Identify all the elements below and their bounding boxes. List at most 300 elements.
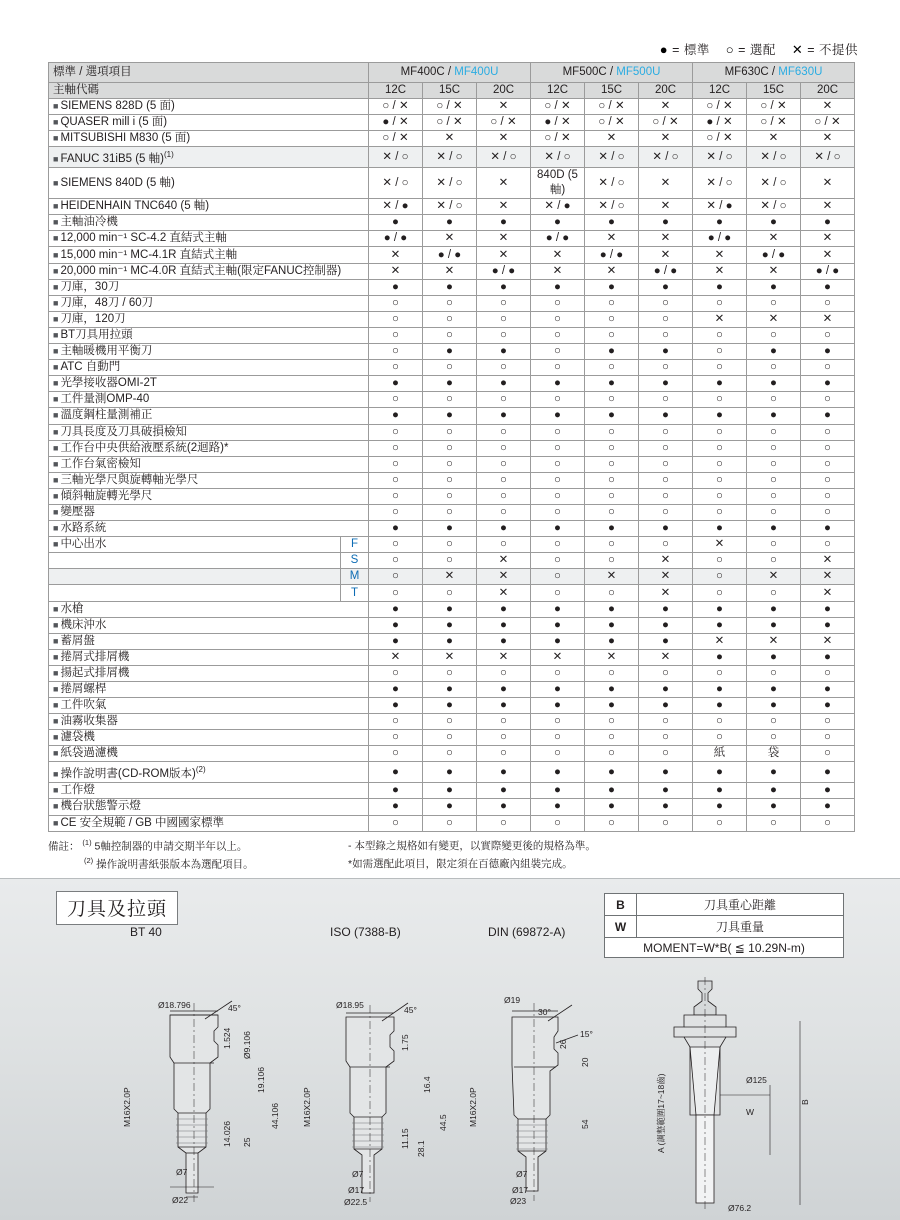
cell-37-2: ○	[477, 714, 531, 730]
cell-19-4: ○	[585, 424, 639, 440]
cell-28-7: ✕	[747, 569, 801, 585]
cell-25-0: ●	[369, 521, 423, 537]
cell-16-3: ●	[531, 376, 585, 392]
cell-2-5: ✕	[639, 131, 693, 147]
cell-26-0: ○	[369, 537, 423, 553]
cell-32-1: ●	[423, 633, 477, 649]
cell-16-4: ●	[585, 376, 639, 392]
cell-28-0: ○	[369, 569, 423, 585]
cell-5-5: ✕	[639, 199, 693, 215]
label-bt40: BT 40	[130, 925, 162, 939]
cell-14-1: ●	[423, 344, 477, 360]
cell-9-5: ● / ●	[639, 263, 693, 279]
cell-40-7: ●	[747, 762, 801, 783]
cell-42-5: ●	[639, 799, 693, 815]
cell-20-4: ○	[585, 440, 639, 456]
table-row	[49, 424, 855, 440]
cell-15-6: ○	[693, 360, 747, 376]
cell-4-0: ✕ / ○	[369, 168, 423, 199]
cell-19-1: ○	[423, 424, 477, 440]
table-row	[49, 360, 855, 376]
cell-42-8: ●	[801, 799, 855, 815]
row-label-text: 三軸光學尺與旋轉軸光學尺	[60, 473, 199, 486]
cell-2-8: ✕	[801, 131, 855, 147]
cell-27-2: ✕	[477, 553, 531, 569]
cell-32-2: ●	[477, 633, 531, 649]
row-label: ■ 主軸暖機用平衡刀	[49, 344, 369, 360]
cell-16-8: ●	[801, 376, 855, 392]
legend-option-symbol: ○	[725, 42, 735, 57]
cell-28-3: ○	[531, 569, 585, 585]
cell-15-4: ○	[585, 360, 639, 376]
cell-27-6: ○	[693, 553, 747, 569]
cell-9-4: ✕	[585, 263, 639, 279]
table-row	[49, 376, 855, 392]
cell-2-7: ✕	[747, 131, 801, 147]
row-label: ■ 15,000 min⁻¹ MC-4.1R 直結式主軸	[49, 247, 369, 263]
cell-28-4: ✕	[585, 569, 639, 585]
cell-8-5: ✕	[639, 247, 693, 263]
cell-31-6: ●	[693, 617, 747, 633]
cell-11-0: ○	[369, 295, 423, 311]
cell-25-6: ●	[693, 521, 747, 537]
cell-1-5: ○ / ✕	[639, 115, 693, 131]
cell-37-8: ○	[801, 714, 855, 730]
row-label: ■ 中心出水	[49, 537, 341, 553]
row-label: ■ FANUC 31iB5 (5 軸)$^{(1)}$	[49, 147, 369, 168]
cell-13-4: ○	[585, 327, 639, 343]
legend-option-label: = 選配	[738, 43, 776, 57]
notes-label: 備註：	[48, 840, 80, 853]
header-option-col: 標準 / 選項項目	[49, 63, 369, 83]
cell-27-7: ○	[747, 553, 801, 569]
row-label-text: 工作台中央供給液壓系統(2迴路)*	[60, 441, 229, 454]
row-label: ■ 水路系統	[49, 521, 369, 537]
cell-1-3: ● / ✕	[531, 115, 585, 131]
cell-33-3: ✕	[531, 649, 585, 665]
dim-din-d17: Ø17	[512, 1185, 529, 1195]
cell-24-4: ○	[585, 504, 639, 520]
cell-7-6: ● / ●	[693, 231, 747, 247]
cell-39-4: ○	[585, 746, 639, 762]
cell-33-6: ●	[693, 649, 747, 665]
row-label: ■ 刀庫，48刀 / 60刀	[49, 295, 369, 311]
dim-iso-left-angle: 45°	[228, 1003, 241, 1013]
cell-14-2: ●	[477, 344, 531, 360]
row-label-sup: (2)	[195, 765, 206, 775]
row-label-text: 油霧收集器	[60, 715, 118, 728]
label-iso: ISO (7388-B)	[330, 925, 401, 939]
cell-37-6: ○	[693, 714, 747, 730]
cell-36-5: ●	[639, 698, 693, 714]
dim-iso-right-164: 16.4	[422, 1076, 432, 1093]
cell-2-3: ○ / ✕	[531, 131, 585, 147]
cell-10-1: ●	[423, 279, 477, 295]
row-label-text: 機台狀態警示燈	[60, 800, 141, 813]
cell-6-1: ●	[423, 215, 477, 231]
dim-iso-right-d17: Ø17	[348, 1185, 365, 1195]
row-label-text: 15,000 min⁻¹ MC-4.1R 直結式主軸	[60, 248, 238, 261]
cell-8-6: ✕	[693, 247, 747, 263]
cell-27-8: ✕	[801, 553, 855, 569]
cell-43-8: ○	[801, 815, 855, 831]
legend-na-label: = 不提供	[807, 43, 858, 57]
cell-18-5: ●	[639, 408, 693, 424]
cell-1-4: ○ / ✕	[585, 115, 639, 131]
cell-11-1: ○	[423, 295, 477, 311]
table-row	[49, 488, 855, 504]
moment-w-value: 刀具重量	[637, 916, 844, 938]
row-label-text: 主軸油冷機	[60, 216, 118, 229]
cell-36-4: ●	[585, 698, 639, 714]
cell-28-8: ✕	[801, 569, 855, 585]
row-label-text: 濾袋機	[60, 731, 95, 744]
cell-12-0: ○	[369, 311, 423, 327]
header-size-3: 12C	[531, 83, 585, 99]
cell-34-4: ○	[585, 665, 639, 681]
cell-38-8: ○	[801, 730, 855, 746]
note-2-text: 操作說明書紙張版本為選配項目。	[96, 858, 254, 870]
table-row	[49, 553, 855, 569]
row-label-text: 12,000 min⁻¹ SC-4.2 直結式主軸	[60, 232, 227, 245]
table-row	[49, 649, 855, 665]
dim-iso-right-d225: Ø22.5	[344, 1197, 368, 1207]
moment-w-key: W	[605, 916, 637, 938]
cell-38-6: ○	[693, 730, 747, 746]
cell-28-1: ✕	[423, 569, 477, 585]
cell-19-5: ○	[639, 424, 693, 440]
cell-42-2: ●	[477, 799, 531, 815]
cell-36-6: ●	[693, 698, 747, 714]
cell-24-2: ○	[477, 504, 531, 520]
cell-34-6: ○	[693, 665, 747, 681]
cell-35-3: ●	[531, 682, 585, 698]
cell-35-7: ●	[747, 682, 801, 698]
cell-31-1: ●	[423, 617, 477, 633]
cell-40-2: ●	[477, 762, 531, 783]
cell-10-8: ●	[801, 279, 855, 295]
cell-38-4: ○	[585, 730, 639, 746]
cell-8-2: ✕	[477, 247, 531, 263]
drawing-iso-right	[290, 997, 480, 1207]
cell-17-3: ○	[531, 392, 585, 408]
cell-23-0: ○	[369, 488, 423, 504]
cell-32-7: ✕	[747, 633, 801, 649]
legend-na-symbol: ✕	[791, 42, 804, 57]
table-header-row-1	[49, 63, 855, 83]
cell-38-1: ○	[423, 730, 477, 746]
cell-29-1: ○	[423, 585, 477, 601]
cell-24-6: ○	[693, 504, 747, 520]
cell-14-5: ●	[639, 344, 693, 360]
cell-36-2: ●	[477, 698, 531, 714]
cell-13-8: ○	[801, 327, 855, 343]
cell-30-4: ●	[585, 601, 639, 617]
cell-22-1: ○	[423, 472, 477, 488]
cell-25-1: ●	[423, 521, 477, 537]
cell-14-0: ○	[369, 344, 423, 360]
row-label: ■ 溫度鋼柱量測補正	[49, 408, 369, 424]
cell-10-2: ●	[477, 279, 531, 295]
cell-21-8: ○	[801, 456, 855, 472]
row-label: ■ 濾袋機	[49, 730, 369, 746]
cell-18-8: ●	[801, 408, 855, 424]
cell-7-8: ✕	[801, 231, 855, 247]
header-group-mf500	[531, 63, 693, 83]
row-label-text: 蓄屑盤	[60, 634, 95, 647]
cell-3-0: ✕ / ○	[369, 147, 423, 168]
row-label-text: 水路系統	[60, 522, 107, 535]
header-size-2: 20C	[477, 83, 531, 99]
note-right-2: *如需選配此項目，限定須在百德廠內組裝完成。	[348, 857, 573, 870]
cell-38-7: ○	[747, 730, 801, 746]
cell-13-1: ○	[423, 327, 477, 343]
table-row	[49, 147, 855, 168]
cell-22-2: ○	[477, 472, 531, 488]
cell-43-0: ○	[369, 815, 423, 831]
table-row	[49, 231, 855, 247]
cell-41-5: ●	[639, 783, 693, 799]
cell-32-5: ●	[639, 633, 693, 649]
cell-38-5: ○	[639, 730, 693, 746]
cell-32-8: ✕	[801, 633, 855, 649]
row-label: ■ QUASER mill i (5 面)	[49, 115, 369, 131]
cell-8-8: ✕	[801, 247, 855, 263]
cell-36-7: ●	[747, 698, 801, 714]
notes-block	[48, 838, 596, 871]
cell-23-6: ○	[693, 488, 747, 504]
spec-table-body	[49, 99, 855, 832]
cell-31-5: ●	[639, 617, 693, 633]
cell-0-1: ○ / ✕	[423, 99, 477, 115]
row-label-text: 操作說明書(CD-ROM版本)	[60, 768, 196, 781]
table-row	[49, 115, 855, 131]
row-label: ■ 水槍	[49, 601, 369, 617]
header-size-6: 12C	[693, 83, 747, 99]
cell-5-0: ✕ / ●	[369, 199, 423, 215]
cell-36-1: ●	[423, 698, 477, 714]
cell-15-8: ○	[801, 360, 855, 376]
cell-21-0: ○	[369, 456, 423, 472]
cell-30-6: ●	[693, 601, 747, 617]
row-label-text: FANUC 31iB5 (5 軸)	[60, 153, 164, 166]
row-label-text: 紙袋過濾機	[60, 747, 118, 760]
cell-15-0: ○	[369, 360, 423, 376]
dim-din-26: 26	[558, 1039, 568, 1049]
cell-42-0: ●	[369, 799, 423, 815]
dim-iso-left-thread: M16X2.0P	[122, 1087, 132, 1127]
cell-20-6: ○	[693, 440, 747, 456]
row-label-text: 溫度鋼柱量測補正	[60, 409, 153, 422]
cell-0-8: ✕	[801, 99, 855, 115]
cell-5-8: ✕	[801, 199, 855, 215]
note-left-1	[48, 838, 348, 854]
cell-14-8: ●	[801, 344, 855, 360]
cell-7-0: ● / ●	[369, 231, 423, 247]
cell-5-1: ✕ / ○	[423, 199, 477, 215]
row-label: ■ 油霧收集器	[49, 714, 369, 730]
table-row	[49, 327, 855, 343]
row-label: ■ ATC 自動門	[49, 360, 369, 376]
cell-9-7: ✕	[747, 263, 801, 279]
cell-21-3: ○	[531, 456, 585, 472]
cell-35-0: ●	[369, 682, 423, 698]
cell-11-2: ○	[477, 295, 531, 311]
row-label: ■ 刀具長度及刀具破損檢知	[49, 424, 369, 440]
row-label-text: 20,000 min⁻¹ MC-4.0R 直結式主軸(限定FANUC控制器)	[60, 264, 342, 277]
cell-30-8: ●	[801, 601, 855, 617]
row-label: ■ HEIDENHAIN TNC640 (5 軸)	[49, 199, 369, 215]
cell-19-8: ○	[801, 424, 855, 440]
cell-1-6: ● / ✕	[693, 115, 747, 131]
cell-23-8: ○	[801, 488, 855, 504]
cell-25-7: ●	[747, 521, 801, 537]
cell-17-6: ○	[693, 392, 747, 408]
cell-40-8: ●	[801, 762, 855, 783]
cell-26-7: ○	[747, 537, 801, 553]
dim-iso-left-d7: Ø7	[176, 1167, 188, 1177]
cell-0-2: ✕	[477, 99, 531, 115]
cell-41-4: ●	[585, 783, 639, 799]
row-label: ■ 光學接收器OMI-2T	[49, 376, 369, 392]
row-sub-code: F	[341, 537, 369, 553]
cell-16-2: ●	[477, 376, 531, 392]
row-label: ■ 刀庫，30刀	[49, 279, 369, 295]
row-label-text: 變壓器	[60, 506, 95, 519]
cell-3-4: ✕ / ○	[585, 147, 639, 168]
cell-17-4: ○	[585, 392, 639, 408]
cell-14-4: ●	[585, 344, 639, 360]
moment-row-b	[605, 894, 844, 916]
row-label-text: QUASER mill i (5 面)	[60, 116, 168, 129]
cell-18-0: ●	[369, 408, 423, 424]
moment-b-key: B	[605, 894, 637, 916]
cell-13-2: ○	[477, 327, 531, 343]
row-label-text: MITSUBISHI M830 (5 面)	[60, 132, 191, 145]
cell-20-1: ○	[423, 440, 477, 456]
cell-4-5: ✕	[639, 168, 693, 199]
cell-22-6: ○	[693, 472, 747, 488]
cell-8-0: ✕	[369, 247, 423, 263]
cell-39-0: ○	[369, 746, 423, 762]
cell-39-8: ○	[801, 746, 855, 762]
cell-12-7: ✕	[747, 311, 801, 327]
cell-21-4: ○	[585, 456, 639, 472]
table-row	[49, 344, 855, 360]
row-label: ■ SIEMENS 840D (5 軸)	[49, 168, 369, 199]
cell-10-4: ●	[585, 279, 639, 295]
table-row	[49, 521, 855, 537]
row-label: ■ MITSUBISHI M830 (5 面)	[49, 131, 369, 147]
cell-10-3: ●	[531, 279, 585, 295]
dim-iso-left-19106: 19.106	[256, 1067, 266, 1093]
row-label: ■ 蓄屑盤	[49, 633, 369, 649]
row-label: ■ 機台狀態警示燈	[49, 799, 369, 815]
cell-8-4: ● / ●	[585, 247, 639, 263]
cell-5-6: ✕ / ●	[693, 199, 747, 215]
moment-table	[604, 893, 844, 958]
table-row	[49, 311, 855, 327]
cell-21-2: ○	[477, 456, 531, 472]
row-label: ■ CE 安全規範 / GB 中國國家標準	[49, 815, 369, 831]
row-label: ■ 變壓器	[49, 504, 369, 520]
row-label	[49, 553, 341, 569]
header-group-mf630-c: MF630C	[724, 66, 769, 78]
row-label-text: 工件量測OMP-40	[60, 393, 150, 406]
row-label-text: 工作台氣密檢知	[60, 457, 141, 470]
cell-30-7: ●	[747, 601, 801, 617]
cell-16-6: ●	[693, 376, 747, 392]
cell-9-1: ✕	[423, 263, 477, 279]
cell-19-0: ○	[369, 424, 423, 440]
cell-20-7: ○	[747, 440, 801, 456]
cell-25-5: ●	[639, 521, 693, 537]
drawing-din	[460, 991, 650, 1206]
row-label-text: 傾斜軸旋轉光學尺	[60, 489, 153, 502]
cell-22-0: ○	[369, 472, 423, 488]
cell-12-3: ○	[531, 311, 585, 327]
cell-32-4: ●	[585, 633, 639, 649]
cell-25-4: ●	[585, 521, 639, 537]
cell-42-1: ●	[423, 799, 477, 815]
cell-21-1: ○	[423, 456, 477, 472]
table-row	[49, 168, 855, 199]
cell-30-3: ●	[531, 601, 585, 617]
cell-36-3: ●	[531, 698, 585, 714]
cell-29-4: ○	[585, 585, 639, 601]
row-label: ■ 主軸油冷機	[49, 215, 369, 231]
row-label: ■ SIEMENS 828D (5 面)	[49, 99, 369, 115]
row-sub-code: M	[341, 569, 369, 585]
cell-10-5: ●	[639, 279, 693, 295]
cell-42-3: ●	[531, 799, 585, 815]
table-row	[49, 392, 855, 408]
cell-28-6: ○	[693, 569, 747, 585]
table-row	[49, 665, 855, 681]
cell-0-3: ○ / ✕	[531, 99, 585, 115]
cell-24-5: ○	[639, 504, 693, 520]
tooling-section-title: 刀具及拉頭	[56, 891, 178, 925]
header-size-7: 15C	[747, 83, 801, 99]
cell-33-4: ✕	[585, 649, 639, 665]
cell-2-2: ✕	[477, 131, 531, 147]
cell-29-7: ○	[747, 585, 801, 601]
cell-13-0: ○	[369, 327, 423, 343]
note-row-1	[48, 838, 596, 854]
header-group-mf400-u: MF400U	[454, 66, 499, 78]
cell-15-5: ○	[639, 360, 693, 376]
cell-11-4: ○	[585, 295, 639, 311]
note-row-2	[48, 856, 596, 872]
cell-25-3: ●	[531, 521, 585, 537]
dim-iso-right-445: 44.5	[438, 1114, 448, 1131]
note-1-sup: (1)	[82, 838, 92, 847]
cell-15-2: ○	[477, 360, 531, 376]
cell-23-5: ○	[639, 488, 693, 504]
cell-21-7: ○	[747, 456, 801, 472]
row-label	[49, 585, 341, 601]
dim-iso-right-thread: M16X2.0P	[302, 1087, 312, 1127]
cell-30-2: ●	[477, 601, 531, 617]
cell-13-6: ○	[693, 327, 747, 343]
row-label-text: 中心出水	[60, 538, 107, 551]
table-row	[49, 682, 855, 698]
cell-0-0: ○ / ✕	[369, 99, 423, 115]
dim-din-thread: M16X2.0P	[468, 1087, 478, 1127]
dim-iso-right-175: 1.75	[400, 1034, 410, 1051]
cell-7-2: ✕	[477, 231, 531, 247]
cell-6-5: ●	[639, 215, 693, 231]
